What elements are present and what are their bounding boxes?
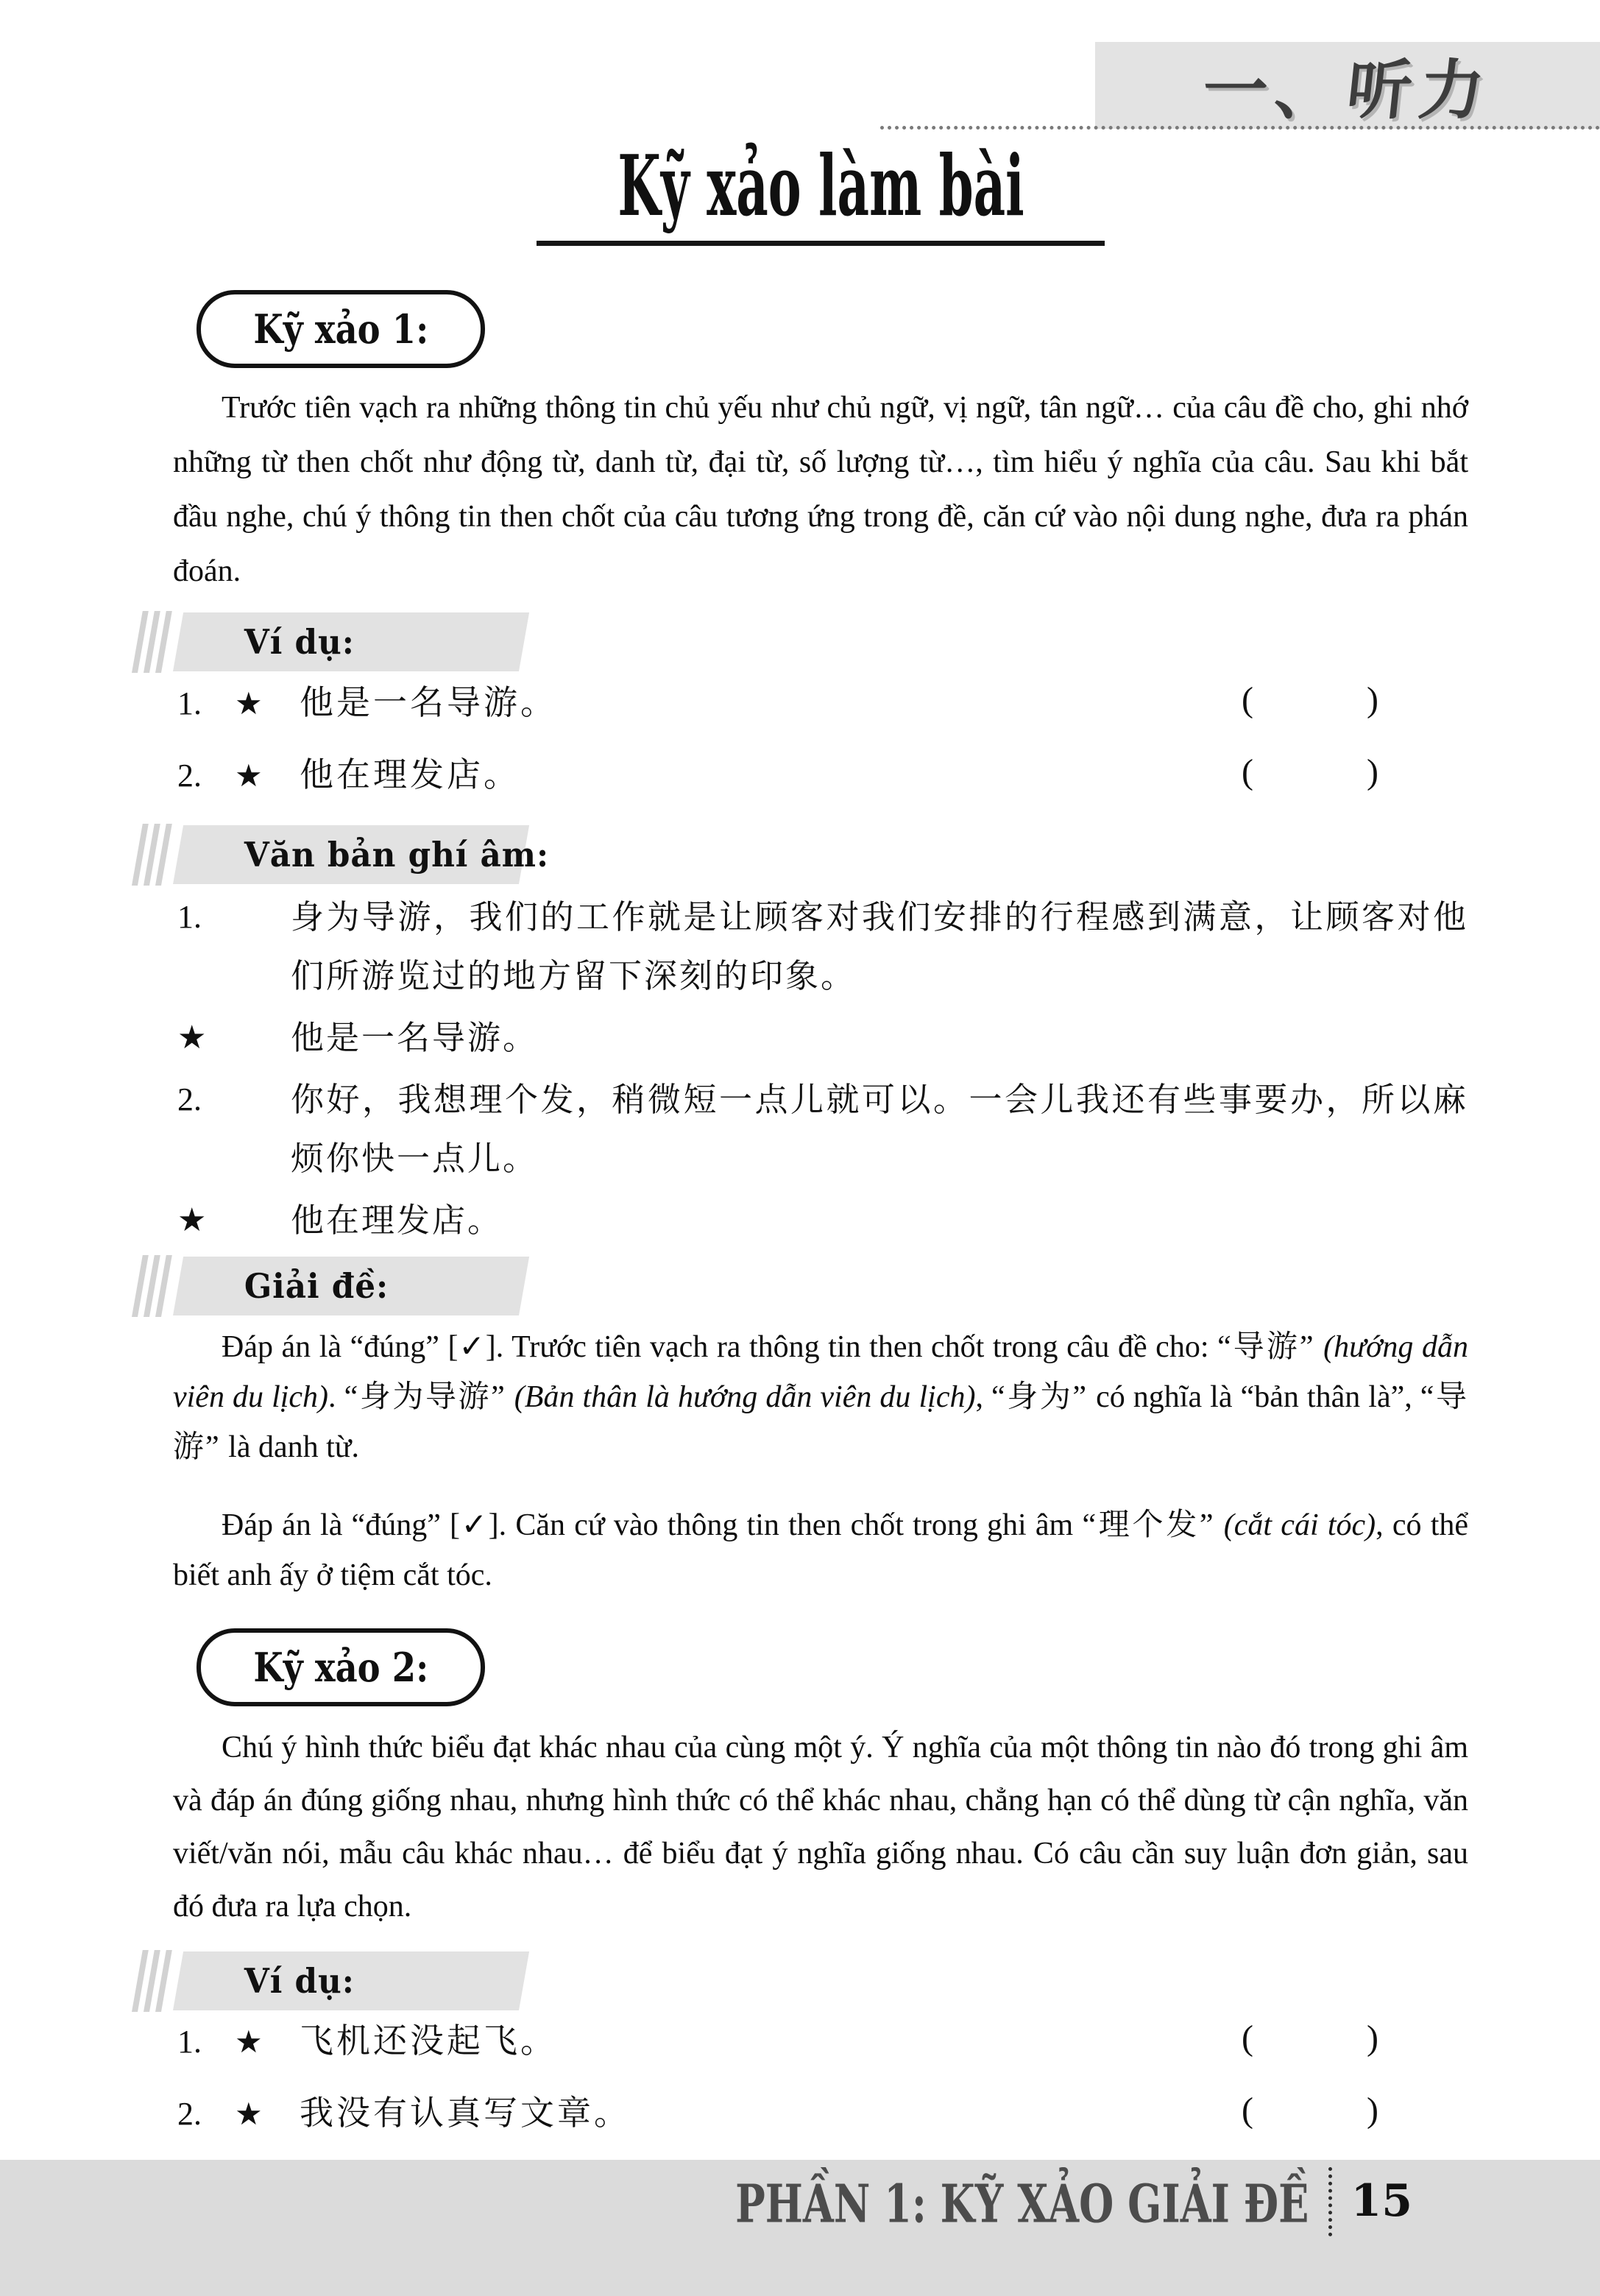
skill-1-intro-paragraph: Trước tiên vạch ra những thông tin chủ yếu như chủ ngữ, vị ngữ, tân ngữ… của câu đề cho, ghi nhớ những từ then chốt như động từ, danh từ, đại từ, số lượng từ…, tìm hiểu ý nghĩa của câu. Sau khi bắt đầu nghe, chú ý thông tin then chốt của câu tương ứng trong đề, căn cứ vào nội dung nghe, đưa ra phán đoán. [173, 391, 1468, 588]
paren-open: ( [1242, 752, 1253, 791]
item-number: 2. [177, 2096, 202, 2132]
entry-chinese-text: 他是一名导游。 [291, 1020, 539, 1056]
item-number: 1. [177, 2024, 202, 2060]
footer-content [0, 2160, 1600, 2236]
transcript-entry [173, 1070, 1468, 1188]
title-underline [537, 241, 1105, 246]
text-run-vn: Đáp án là “đúng” [✓]. Căn cứ vào thông tin then chốt trong ghi âm [222, 1508, 1083, 1542]
text-run-it: (cắt cái tóc) [1214, 1508, 1376, 1542]
paren-open: ( [1242, 2091, 1253, 2130]
answer-parentheses [1242, 676, 1378, 724]
paren-open: ( [1242, 2018, 1253, 2057]
page-title-block [173, 136, 1468, 246]
transcript-star-entry [173, 1009, 1468, 1067]
example-item [173, 751, 1468, 801]
entry-chinese-text: 你好，我想理个发，稍微短一点儿就可以。一会儿我还有些事要办，所以麻烦你快一点儿。 [291, 1081, 1468, 1177]
transcript-star-entry [173, 1191, 1468, 1250]
entry-number: 2. [177, 1081, 202, 1117]
transcript-block [173, 888, 1468, 1250]
skill-1-bubble [197, 290, 485, 368]
header-dotted-line [880, 126, 1600, 130]
skill-2-label: Kỹ xảo 2: [253, 1644, 428, 1691]
example-section-tag-1 [173, 612, 519, 671]
item-chinese-text: 他是一名导游。 [300, 684, 557, 721]
text-run-it: (hướng dẫn viên du lịch) [173, 1330, 1468, 1414]
skill-2-bubble [197, 1628, 485, 1706]
page-number: 15 [1351, 2175, 1412, 2227]
solution-section-label: Giải đề: [244, 1266, 389, 1306]
text-run-cn: “身为导游” [344, 1380, 506, 1414]
chapter-banner [1095, 42, 1600, 129]
star-icon: ★ [235, 2098, 263, 2132]
solution-block [173, 1322, 1468, 1600]
text-run-cn: “理个发” [1082, 1508, 1215, 1542]
text-run-vn: có nghĩa là “bản thân là”, [1088, 1380, 1420, 1414]
answer-parentheses [1242, 2014, 1378, 2063]
example-list-1 [173, 679, 1468, 801]
paren-close: ) [1367, 2091, 1378, 2130]
transcript-entry [173, 888, 1468, 1006]
paren-close: ) [1367, 2018, 1378, 2057]
text-run-it: (Bản thân là hướng dẫn viên du lịch) [506, 1380, 976, 1414]
answer-parentheses [1242, 748, 1378, 796]
star-icon: ★ [235, 2026, 263, 2060]
item-chinese-text: 飞机还没起飞。 [300, 2022, 557, 2060]
example-section-tag-2 [173, 1951, 519, 2010]
transcript-section-tag [173, 825, 550, 884]
footer-band [0, 2160, 1600, 2296]
solution-paragraph-1 [173, 1322, 1468, 1472]
entry-number: 1. [177, 899, 202, 935]
text-run-vn: . [328, 1380, 344, 1414]
text-run-vn: , [975, 1380, 992, 1414]
example-item [173, 679, 1468, 729]
skill-2-intro-paragraph: Chú ý hình thức biểu đạt khác nhau của cùng một ý. Ý nghĩa của một thông tin nào đó trong ghi âm và đáp án đúng giống nhau, nhưng hình thức có thể khác nhau, chẳng hạn có thể dùng từ cận nghĩa, văn viết/văn nói, mẫu câu khác nhau… để biểu đạt ý nghĩa giống nhau. Có câu cần suy luận đơn giản, sau đó đưa ra lựa chọn. [173, 1731, 1468, 1924]
solution-section-tag [173, 1257, 519, 1315]
example-section-label: Ví dụ: [244, 622, 355, 662]
item-chinese-text: 我没有认真写文章。 [300, 2094, 631, 2132]
star-icon: ★ [177, 1020, 207, 1056]
page-title: Kỹ xảo làm bài [617, 136, 1024, 235]
footer-section-title: PHẦN 1: KỸ XẢO GIẢI ĐỀ [735, 2172, 1309, 2235]
example-section-label: Ví dụ: [244, 1961, 355, 2001]
text-run-cn: “身为” [991, 1380, 1089, 1414]
entry-chinese-text: 他在理发店。 [291, 1202, 503, 1239]
star-icon: ★ [177, 1202, 207, 1238]
paren-close: ) [1367, 680, 1378, 719]
text-run-vn: , có thể biết anh ấy ở tiệm cắt tóc. [173, 1508, 1469, 1592]
example-list-2 [173, 2017, 1468, 2139]
example-item [173, 2089, 1468, 2139]
paren-close: ) [1367, 752, 1378, 791]
chapter-banner-text: 一、听力 [1198, 56, 1495, 127]
footer-dotted-divider [1328, 2167, 1332, 2236]
transcript-section-label: Văn bản ghí âm: [244, 835, 550, 875]
text-run-cn: “导游” [173, 1380, 1469, 1464]
paren-open: ( [1242, 680, 1253, 719]
item-chinese-text: 他在理发店。 [300, 756, 520, 794]
text-run-vn: Đáp án là “đúng” [✓]. Trước tiên vạch ra thông tin then chốt trong câu đề cho: [222, 1330, 1218, 1364]
skill-1-intro-block [173, 381, 1468, 598]
item-number: 2. [177, 757, 202, 794]
skill-2-intro-block [173, 1721, 1468, 1933]
entry-chinese-text: 身为导游，我们的工作就是让顾客对我们安排的行程感到满意，让顾客对他们所游览过的地方留下深刻的印象。 [291, 899, 1468, 995]
skill-1-label: Kỹ xảo 1: [253, 305, 428, 353]
star-icon: ★ [235, 760, 263, 794]
example-item [173, 2017, 1468, 2067]
star-icon: ★ [235, 688, 263, 721]
answer-parentheses [1242, 2086, 1378, 2135]
item-number: 1. [177, 685, 202, 721]
text-run-cn: “导游” [1217, 1330, 1315, 1364]
text-run-vn: là danh từ. [220, 1430, 360, 1464]
solution-paragraph-2 [173, 1500, 1468, 1600]
